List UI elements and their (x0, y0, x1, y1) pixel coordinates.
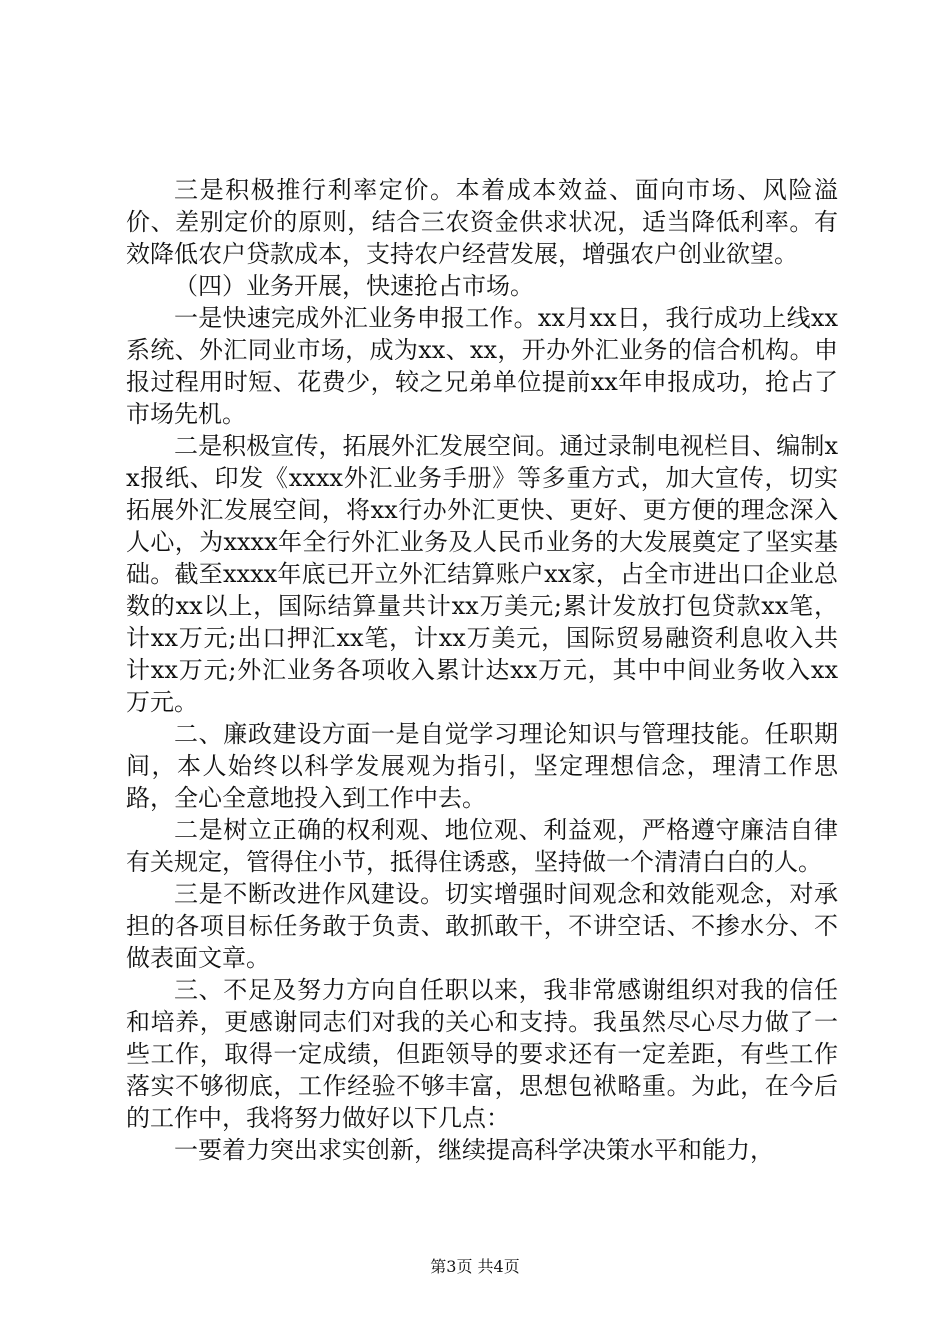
document-body (126, 174, 838, 1166)
paragraph-work-style: 三是不断改进作风建设。切实增强时间观念和效能观念，对承担的各项目标任务敢于负责、敢抓敢干，不讲空话、不掺水分、不做表面文章。 (126, 880, 838, 972)
paragraph-section-four-heading: （四）业务开展，快速抢占市场。 (174, 272, 534, 300)
paragraph-forex-declaration: 一是快速完成外汇业务申报工作。xx月xx日，我行成功上线xx系统、外汇同业市场，成为xx、xx，开办外汇业务的信合机构。申报过程用时短、花费少，较之兄弟单位提前xx年申报成功，抢占了市场先机。 (126, 304, 838, 428)
paragraph-interest-rate-pricing: 三是积极推行利率定价。本着成本效益、面向市场、风险溢价、差别定价的原则，结合三农资金供求状况，适当降低利率。有效降低农户贷款成本，支持农户经营发展，增强农户创业欲望。 (126, 176, 838, 268)
paragraph-integrity-study: 二、廉政建设方面一是自觉学习理论知识与管理技能。任职期间，本人始终以科学发展观为指引，坚定理想信念，理清工作思路，全心全意地投入到工作中去。 (126, 720, 838, 812)
paragraph-shortcomings: 三、不足及努力方向自任职以来，我非常感谢组织对我的信任和培养，更感谢同志们对我的关心和支持。我虽然尽心尽力做了一些工作，取得一定成绩，但距领导的要求还有一定差距，有些工作落实不够彻底，工作经验不够丰富，思想包袱略重。为此，在今后的工作中，我将努力做好以下几点： (126, 976, 838, 1132)
paragraph-forex-promotion: 二是积极宣传，拓展外汇发展空间。通过录制电视栏目、编制xx报纸、印发《xxxx外汇业务手册》等多重方式，加大宣传，切实拓展外汇发展空间，将xx行办外汇更快、更好、更方便的理念深入人心，为xxxx年全行外汇业务及人民币业务的大发展奠定了坚实基础。截至xxxx年底已开立外汇结算账户xx家，占全市进出口企业总数的xx以上，国际结算量共计xx万美元;累计发放打包贷款xx笔，计xx万元;出口押汇xx笔，计xx万美元，国际贸易融资利息收入共计xx万元;外汇业务各项收入累计达xx万元，其中中间业务收入xx万元。 (126, 432, 838, 716)
paragraph-innovation: 一要着力突出求实创新，继续提高科学决策水平和能力， (174, 1136, 774, 1164)
paragraph-integrity-values: 二是树立正确的权利观、地位观、利益观，严格遵守廉洁自律有关规定，管得住小节，抵得住诱惑，坚持做一个清清白白的人。 (126, 816, 838, 876)
page-footer: 第3页 共4页 (430, 1257, 520, 1276)
